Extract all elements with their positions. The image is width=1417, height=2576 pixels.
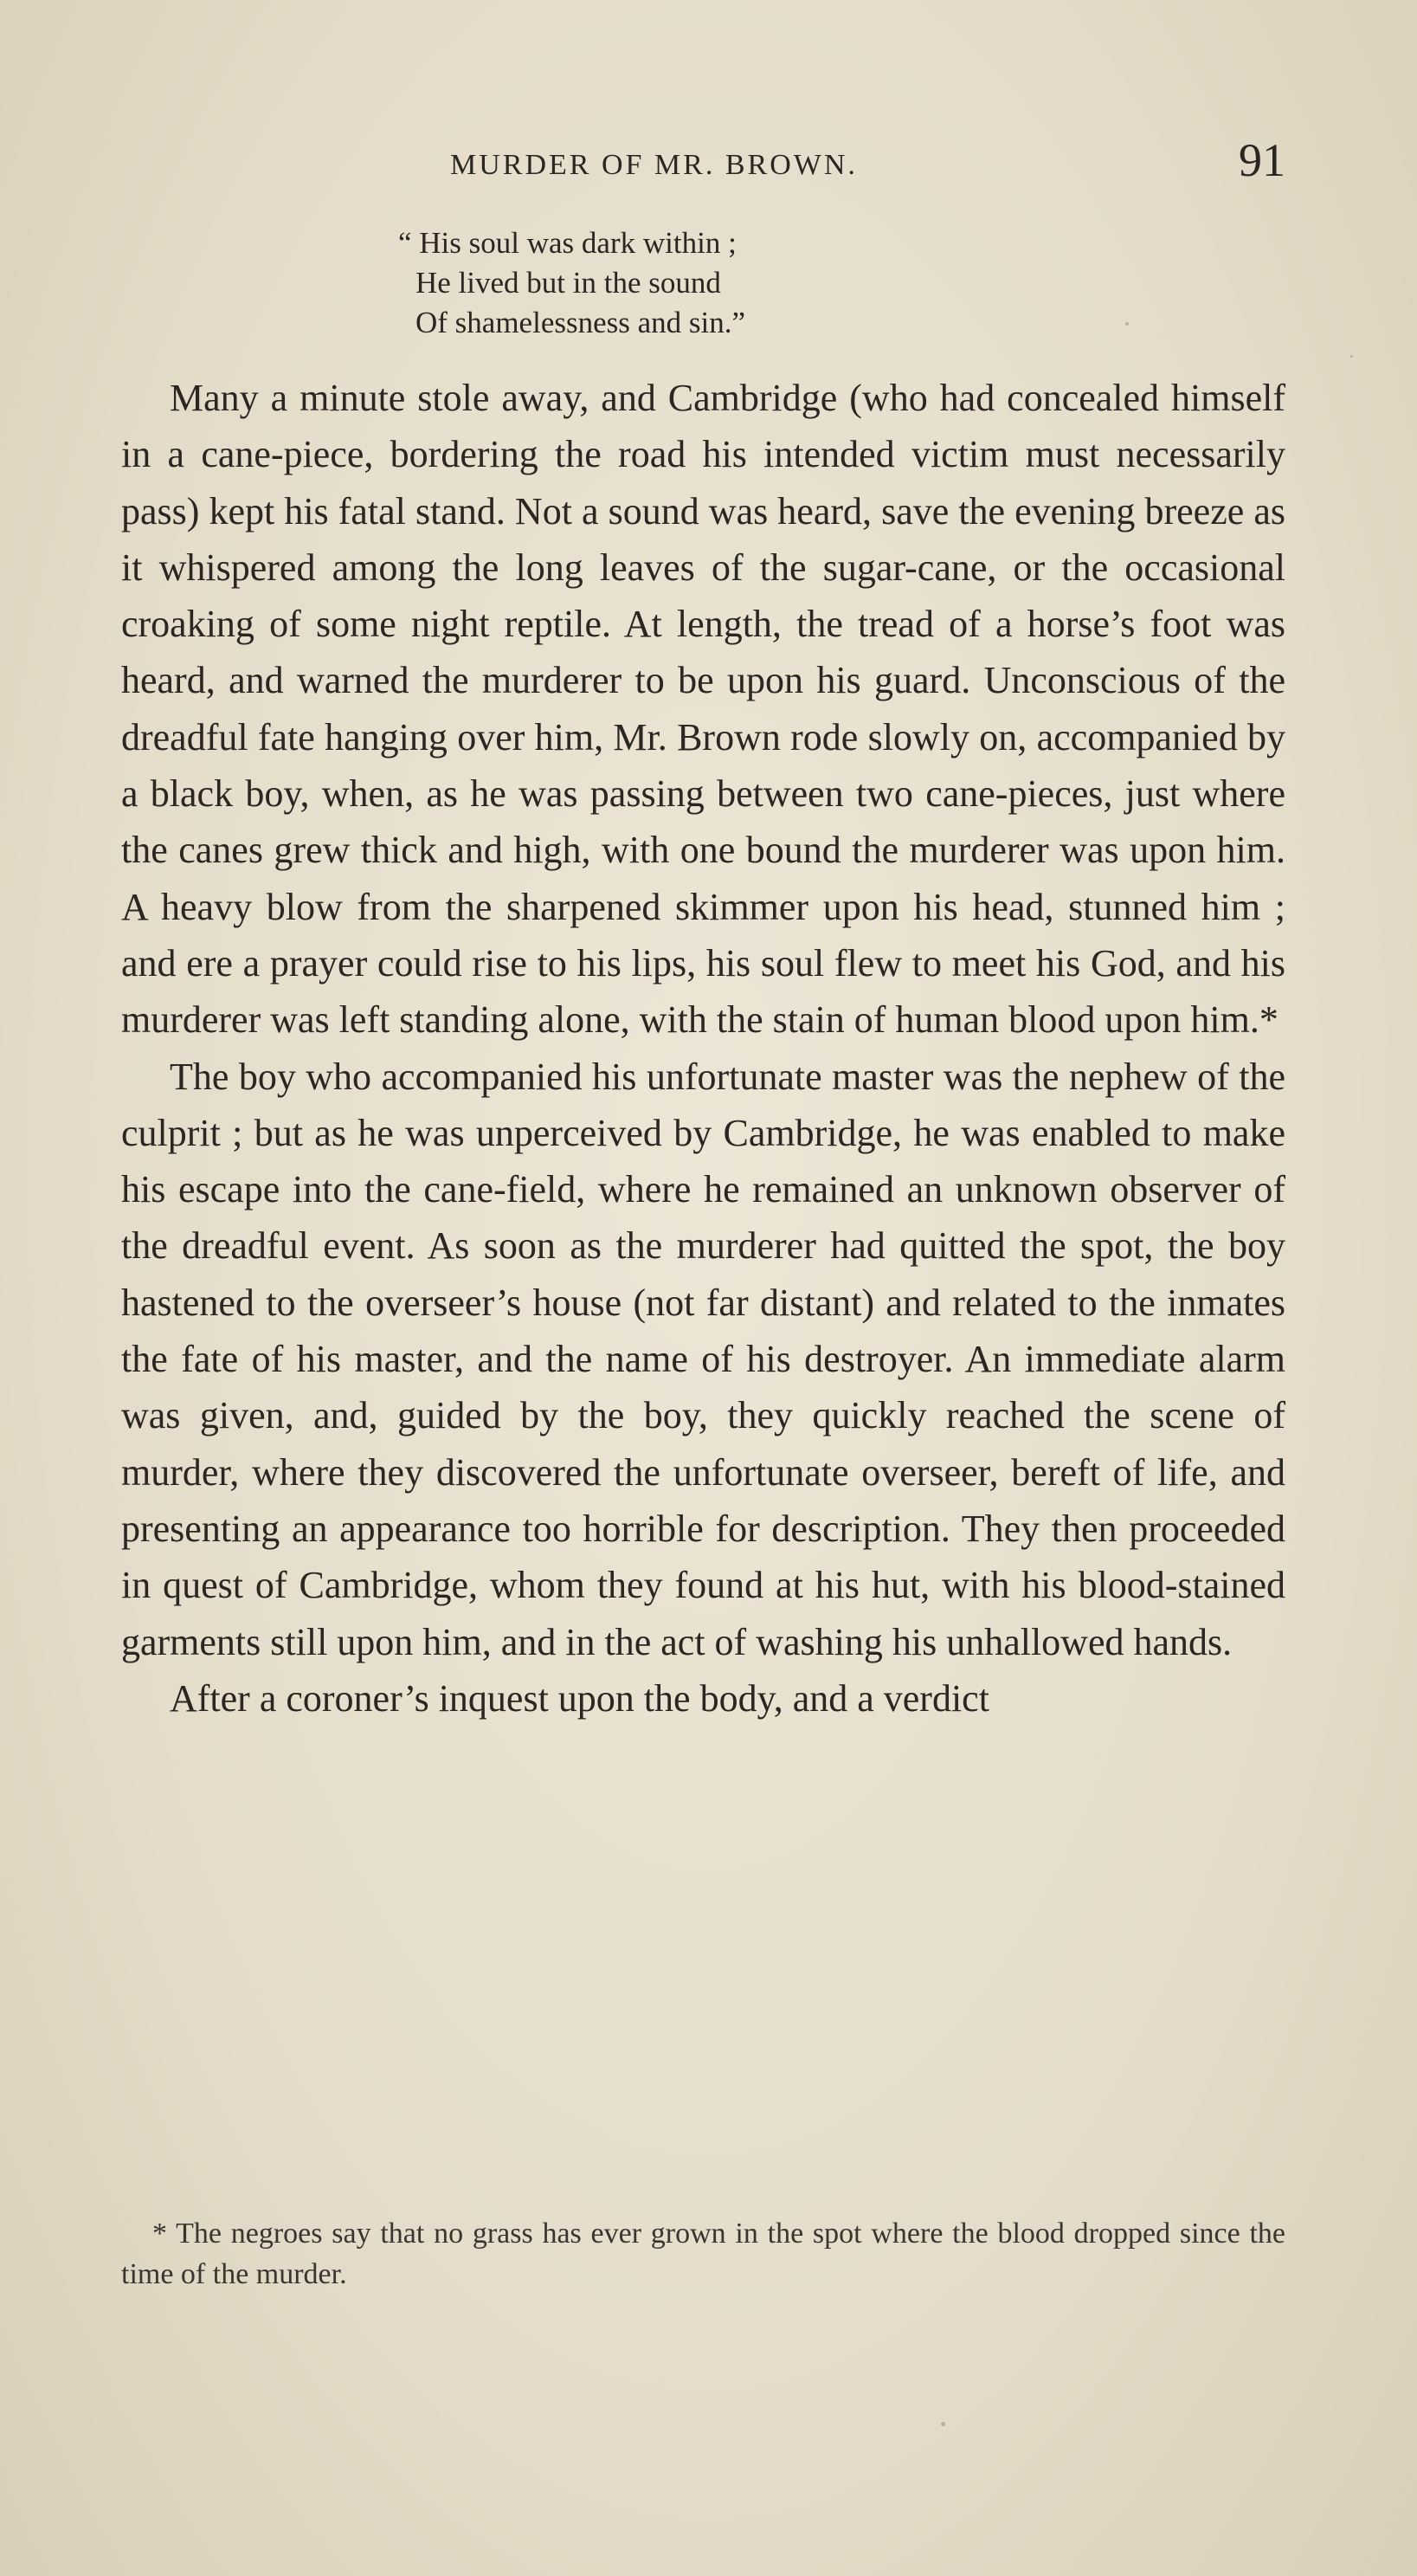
footnote: * The negroes say that no grass has ever grown in the spot where the blood dropped since the time of the murder. [121, 2218, 1285, 2290]
paragraph: The boy who accompanied his unfortunate master was the nephew of the culprit ; but as he was unperceived by Cambridge, he was enabled to make his escape into the cane-field, where he remained an unknown observer of the dreadful event. As soon as the murderer had quitted the spot, the boy hastened to the overseer’s house (not far distant) and related to the inmates the fate of his master, and the name of his destroyer. An immediate alarm was given, and, guided by the boy, they quickly reached the scene of murder, where they discovered the unfortunate overseer, bereft of life, and presenting an appearance too horrible for description. They then proceeded in quest of Cambridge, whom they found at his hut, with his blood-stained garments still upon him, and in the act of washing his unhallowed hands. [121, 1055, 1285, 1663]
verse-line: “ His soul was dark within ; [398, 226, 737, 260]
paper-speck [1125, 322, 1129, 326]
paper-speck [1350, 355, 1353, 358]
paragraph: Many a minute stole away, and Cambridge (who had concealed himself in a cane-piece, bordering the road his intended victim must necessarily pass) kept his fatal stand. Not a sound was heard, save the evening breeze as it whispered among the long leaves of the sugar-cane, or the occasional croaking of some night reptile. At length, the tread of a horse’s foot was heard, and warned the murderer to be upon his guard. Unconscious of the dreadful fate hanging over him, Mr. Brown rode slowly on, accompanied by a black boy, when, as he was passing between two cane-pieces, just where the canes grew thick and high, with one bound the murderer was upon him. A heavy blow from the sharpened skimmer upon his head, stunned him ; and ere a prayer could rise to his lips, his soul flew to meet his God, and his murderer was left standing alone, with the stain of human blood upon him.* [121, 377, 1285, 1042]
verse-line: Of shamelessness and sin.” [415, 306, 746, 339]
verse-quotation [398, 223, 1021, 343]
paragraph: After a coroner’s inquest upon the body, and a verdict [170, 1676, 989, 1720]
body-text [121, 370, 1285, 1727]
paper-speck [941, 2422, 945, 2426]
verse-line: He lived but in the sound [415, 266, 721, 300]
chapter-running-title: MURDER OF MR. BROWN. [450, 149, 858, 181]
running-head [121, 130, 1285, 199]
page-number: 91 [1239, 134, 1285, 186]
